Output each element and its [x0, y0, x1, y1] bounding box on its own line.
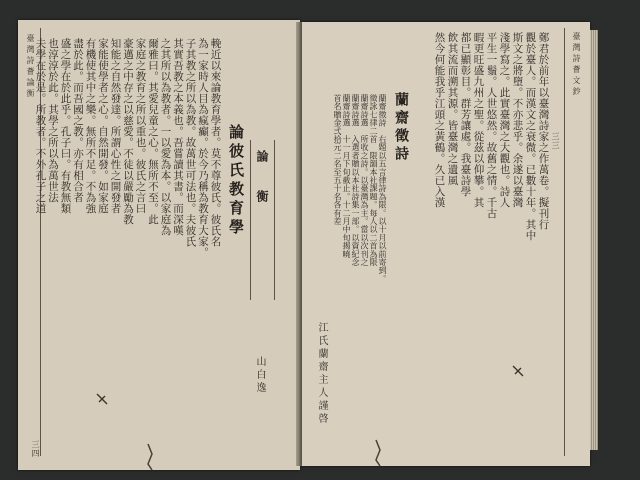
text-column: 盛之學在於此乎。孔子曰。有教無類	[59, 38, 72, 214]
text-column: 平生一鬚。人世悠然。故舊之情。千古	[485, 32, 498, 219]
text-column: 家庭之教育之所以重也。彼氏之言曰	[134, 38, 147, 214]
text-column: 知能之自然發達。所謂心性之開發者	[109, 38, 122, 214]
text-column: 淺學寫之。此實臺灣之大觀也。詩人	[498, 32, 511, 208]
binding-thread-mark	[146, 444, 154, 470]
punctuation-mark	[512, 362, 524, 374]
punctuation-mark	[96, 390, 108, 402]
text-column: 然今何能我乎江頭之黃鶴。久已入漢	[433, 32, 446, 208]
binding-thread-mark	[374, 440, 382, 466]
text-column: 爾雅曰。其愛兒童之心。無所不至。此	[147, 38, 159, 225]
text-column: 蘭齋詩選 入選者贈以本社詩集一部。以資紀念	[351, 94, 360, 267]
left-page	[18, 20, 300, 470]
text-column: 徵詠七律二首 限韻本社課題。每人以二首為限	[369, 94, 378, 267]
section-rule-left	[250, 140, 251, 300]
text-column: 家能使學者之心。自然開發。如家庭	[97, 38, 109, 214]
text-column: 盡於此。而吾國之教。亦有相合者	[72, 38, 84, 203]
right-page-header: 臺灣詩薈文鈔	[572, 32, 581, 98]
text-column: 觀於臺人。而漢文之衰微。已數十年。其中	[524, 32, 537, 241]
text-column: 輓近以來論教育學者。莫不尊彼氏。彼氏名	[209, 38, 222, 247]
text-column: 都已顯彰目。群芳讓處。我臺詩學	[459, 32, 472, 197]
text-column: 有機使其中之樂。無所不足。不為強	[84, 38, 97, 214]
article-title: 論彼氏教育學	[227, 124, 245, 238]
text-column: 蘭齋詩選 十一月下旬截止。十二月中旬揭曉	[342, 94, 351, 258]
section-rule-right	[274, 140, 275, 300]
right-page	[302, 22, 590, 466]
notice-title: 蘭齋徵詩	[393, 92, 409, 164]
text-column: 子其教之所以為教。故萬世可法也。夫彼氏	[184, 38, 197, 247]
left-page-number: 三四	[31, 440, 40, 458]
text-column: 為一家時人目為瘋癲。於今乃稱為教育大家。	[197, 38, 209, 258]
text-column: 鄭君於前年以臺灣詩家之作萬卷。擬刊行	[537, 32, 550, 230]
text-column: 夫學在於是。所教者。不外孔子之道	[34, 38, 47, 214]
text-column: 飲其流而溯其源。皆臺灣之遺風	[446, 32, 459, 186]
text-column: 豪邁之中存之以慈愛。不徒以嚴勵為教	[122, 38, 134, 225]
text-column: 也淳淳於此。其學之所以為萬世法	[47, 38, 59, 203]
text-column: 之其所以為教者。一以愛為本。以家庭為	[159, 38, 172, 236]
section-label: 論 衡	[255, 150, 269, 210]
text-column: 首名贈金弍拾元二名至五十名各有差	[333, 94, 342, 226]
text-column: 其實吾教之本義也。吾嘗讀其書。而深嘆	[172, 38, 184, 236]
left-page-header: 臺灣詩薈論衡	[26, 34, 35, 100]
page-edges	[590, 30, 598, 450]
text-column: 斯文之將墮。不亦悲乎。余遂以臺灣	[511, 32, 524, 208]
article-author: 山白逸	[254, 356, 265, 395]
text-column: 蘭齋詩選 所收之詩。以臺灣為主。當以次刊之	[360, 94, 369, 267]
text-column: 蘭齋徵詩 右題以五言律詩為限。以十月以前寄到。	[378, 94, 387, 283]
right-header-rule	[564, 28, 565, 456]
text-column: 暇更旺盛九州之聖。從茲以仰攀。其	[472, 32, 485, 208]
right-page-number: 三三	[551, 132, 560, 150]
notice-signature: 江氏蘭齋主人謹啓	[316, 322, 327, 426]
